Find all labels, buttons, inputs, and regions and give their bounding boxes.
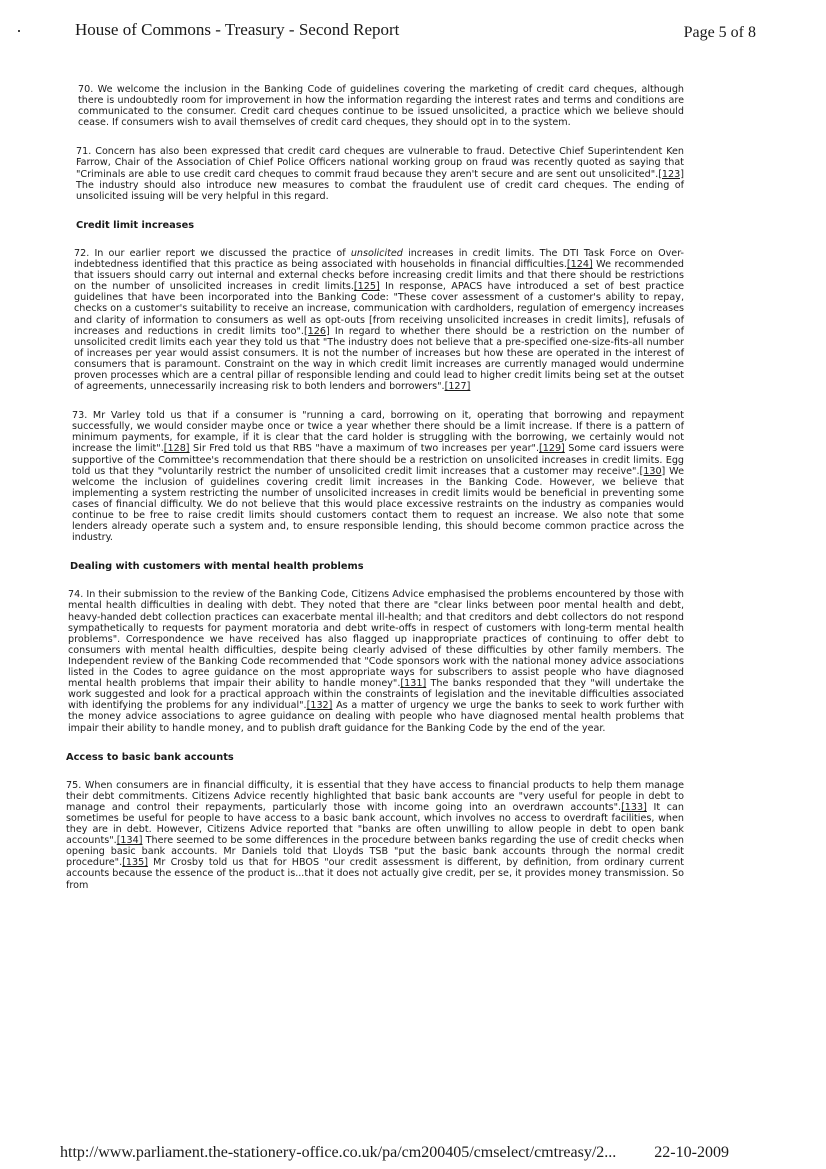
page-number: Page 5 of 8 xyxy=(683,24,756,41)
paragraph-72: 72. In our earlier report we discussed the practice of unsolicited increases in credit limits. The DTI Task Force on Over-indebtedness identified that this practice as being associated with households in financial difficulties.[124] We recommended that issuers should carry out internal and external checks before increasing credit limits and that there should be restrictions on the number of unsolicited increases in credit limits.[125] In response, APACS have introduced a set of best practice guidelines that have been incorporated into the Banking Code: "These cover assessment of a customer's ability to repay, checks on a customer's suitability to receive an increase, communication with cardholders, regulation of emergency increases and clarity of information to consumers as well as opt-outs [from receiving unsolicited increases in credit limits], refusals of increases and reductions in credit limits too".[126] In regard to whether there should be a restriction on the number of unsolicited credit limits each year they told us that "The industry does not believe that a pre-specified one-size-fits-all number of increases per year would assist consumers. It is not the number of increases but how these are operated in the interest of consumers that is paramount. Constraint on the way in which credit limit increases are currently managed would undermine proven processes which are a central pillar of responsible lending and could lead to higher credit limits being set at the outset of agreements, unnecessarily increasing risk to both lenders and borrowers".[127] xyxy=(74,247,684,393)
paragraph-73: 73. Mr Varley told us that if a consumer is "running a card, borrowing on it, operating that borrowing and repayment successfully, we would consider maybe once or twice a year whether there should be a limit increase. If there is a pattern of minimum payments, for example, if it is clear that the card holder is struggling with the borrowing, we certainly would not increase the limit".[128] Sir Fred told us that RBS "have a maximum of two increases per year".[129] Some card issuers were supportive of the Committee's recommendation that there should be a restriction on unsolicited increases in credit limits. Egg told us that they "voluntarily restrict the number of unsolicited credit limit increases that a customer may receive".[130] We welcome the inclusion of guidelines covering credit limit increases in the Banking Code. However, we believe that implementing a system restricting the number of unsolicited increases in credit limits would be beneficial in preventing some cases of financial difficulty. We do not believe that this would place excessive restraints on the industry as companies would continue to be free to raise credit limits should customers contact them to request an increase. We also note that some lenders already operate such a system and, to ensure responsible lending, this should become common practice across the industry. xyxy=(72,410,684,544)
report-body xyxy=(66,84,684,891)
page-footer xyxy=(60,1144,760,1169)
paragraph-71: 71. Concern has also been expressed that credit card cheques are vulnerable to fraud. Detective Chief Superintendent Ken Farrow, Chair of the Association of Chief Police Officers national working group on fraud was recently quoted as saying that "Criminals are able to use credit card cheques to commit fraud because they aren't secure and are sent out unsolicited".[123] The industry should also introduce new measures to combat the fraudulent use of credit card cheques. The ending of unsolicited issuing will be very helpful in this regard. xyxy=(76,146,684,202)
scan-dot xyxy=(18,30,20,32)
print-date: 22-10-2009 xyxy=(654,1144,729,1161)
footnote-link-133[interactable]: [133] xyxy=(621,801,647,813)
paragraph-75: 75. When consumers are in financial difficulty, it is essential that they have access to financial products to help them manage their debt commitments. Citizens Advice recently highlighted that basic bank accounts are "very useful for people in debt to manage and control their repayments, particularly those with income going into an overdrawn accounts".[133] It can sometimes be useful for people to have access to a basic bank account, which involves no access to overdraft facilities, when they are in debt. However, Citizens Advice reported that "banks are often unwilling to allow people in debt to open bank accounts".[134] There seemed to be some differences in the procedure between banks regarding the use of credit checks when opening basic bank accounts. Mr Daniels told that Lloyds TSB "put the basic bank accounts through the normal credit procedure".[135] Mr Crosby told us that for HBOS "our credit assessment is different, by definition, from ordinary current accounts because the essence of the product is...that it does not actually give credit, per se, it provides money transmission. So from xyxy=(66,779,684,891)
footnote-link-132[interactable]: [132] xyxy=(306,700,333,712)
footnote-link-127[interactable]: [127] xyxy=(444,381,471,393)
footnote-link-128[interactable]: [128] xyxy=(163,443,190,455)
section-heading-credit-limit: Credit limit increases xyxy=(76,219,195,231)
footnote-link-126[interactable]: [126] xyxy=(303,325,330,337)
footnote-link-124[interactable]: [124] xyxy=(566,259,593,271)
footnote-link-123[interactable]: [123] xyxy=(658,168,684,180)
footnote-link-130[interactable]: [130] xyxy=(639,465,666,477)
paragraph-74: 74. In their submission to the review of the Banking Code, Citizens Advice emphasised the problems encountered by those with mental health difficulties in dealing with debt. They noted that there are "clear links between poor mental health and debt, heavy-handed debt collection practices can exacerbate mental ill-health; and that creditors and debt collectors do not respond sympathetically to requests for payment moratoria and debt write-offs in respect of customers with long-term mental health problems". Correspondence we have received has also flagged up inappropriate practices of continuing to offer debt to consumers with mental health difficulties, despite being clearly advised of these difficulties by other family members. The Independent review of the Banking Code recommended that "Code sponsors work with the national money advice associations listed in the Codes to agree guidance on the most appropriate ways for subscribers to assist people who have diagnosed mental health problems that impair their ability to handle money".[131] The banks responded that they "will undertake the work suggested and look for a practical approach within the constraints of legislation and the inevitable difficulties associated with identifying the problems for any individual".[132] As a matter of urgency we urge the banks to seek to work further with the money advice associations to agree guidance on dealing with people who have diagnosed mental health problems that impair their ability to handle money, and to publish draft guidance for the Banking Code by the end of the year. xyxy=(68,589,684,734)
footnote-link-135[interactable]: [135] xyxy=(122,857,148,869)
footnote-link-129[interactable]: [129] xyxy=(539,443,565,455)
footnote-link-131[interactable]: [131] xyxy=(400,678,427,690)
paragraph-70: 70. We welcome the inclusion in the Banking Code of guidelines covering the marketing of credit card cheques, although there is undoubtedly room for improvement in how the information regarding the interest rates and terms and conditions are communicated to the consumer. Credit card cheques continue to be issued unsolicited, a practice which we believe should cease. If consumers wish to avail themselves of credit card cheques, they should opt in to the system. xyxy=(78,84,684,129)
footnote-link-125[interactable]: [125] xyxy=(353,281,380,293)
section-heading-basic-bank: Access to basic bank accounts xyxy=(66,751,234,763)
page-header-title: House of Commons - Treasury - Second Report xyxy=(75,20,400,39)
footnote-link-134[interactable]: [134] xyxy=(116,835,143,847)
section-heading-mental-health: Dealing with customers with mental health problems xyxy=(70,561,364,573)
source-url[interactable]: http://www.parliament.the-stationery-office.co.uk/pa/cm200405/cmselect/cmtreasy/2... xyxy=(60,1144,617,1161)
